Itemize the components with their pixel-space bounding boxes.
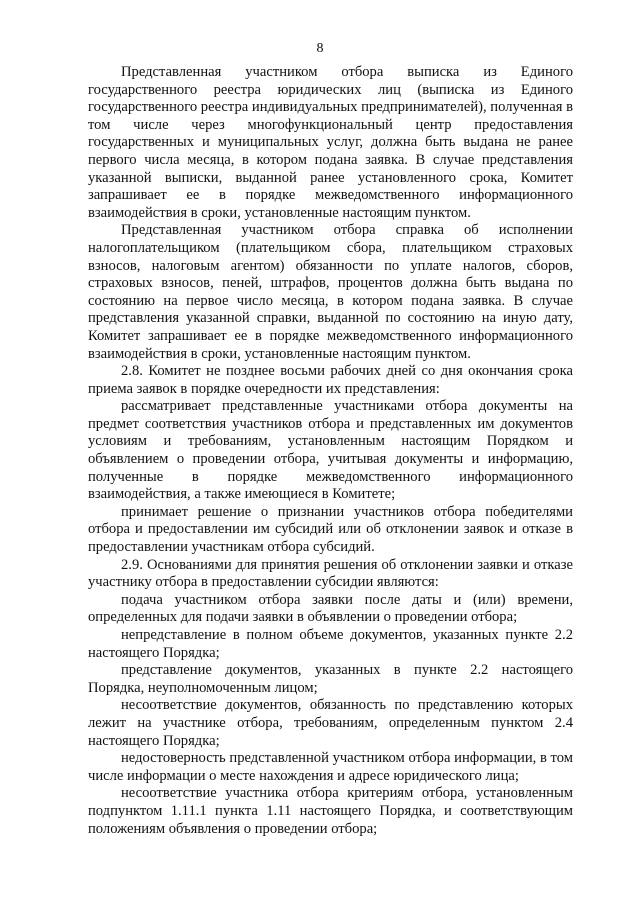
paragraph-2-9-late-submission: подача участником отбора заявки после даты и (или) времени, определенных для подачи заявки в объявлении о проведении отбора;: [88, 591, 573, 626]
paragraph-extract-requirement: Представленная участником отбора выписка из Единого государственного реестра юридических лиц (выписка из Единого государственного реестра индивидуальных предпринимателей), полученная в том числе через многофункциональный центр предоставления государственных и муниципальных услуг, должна быть выдана не ранее первого числа месяца, в котором подана заявка. В случае представления указанной выписки, выданной ранее установленного срока, Комитет запрашивает ее в порядке межведомственного информационного взаимодействия в сроки, установленные настоящим пунктом.: [88, 64, 573, 221]
paragraph-2-9: 2.9. Основаниями для принятия решения об отклонении заявки и отказе участнику отбора в предоставлении субсидии являются:: [88, 556, 573, 591]
document-body: [88, 64, 573, 838]
paragraph-2-8-review: рассматривает представленные участниками отбора документы на предмет соответствия участников отбора и представленных им документов условиям и требованиям, установленным настоящим Порядком и объявлением о проведении отбора, учитывая документы и информацию, полученные в порядке межведомственного информационного взаимодействия, а также имеющиеся в Комитете;: [88, 398, 573, 503]
paragraph-2-8: 2.8. Комитет не позднее восьми рабочих дней со дня окончания срока приема заявок в порядке очередности их представления:: [88, 363, 573, 397]
paragraph-2-8-decision: принимает решение о признании участников отбора победителями отбора и предоставлении им субсидий или об отклонении заявок и отказе в предоставлении участникам отбора субсидий.: [88, 503, 573, 556]
paragraph-2-9-nonconforming-documents: несоответствие документов, обязанность по представлению которых лежит на участнике отбора, требованиям, определенным пунктом 2.4 настоящего Порядка;: [88, 697, 573, 749]
paragraph-2-9-unauthorized-person: представление документов, указанных в пункте 2.2 настоящего Порядка, неуполномоченным лицом;: [88, 662, 573, 696]
paragraph-2-9-criteria-mismatch: несоответствие участника отбора критериям отбора, установленным подпунктом 1.11.1 пункта 1.11 настоящего Порядка, и соответствующим положениям объявления о проведении отбора;: [88, 785, 573, 837]
paragraph-tax-certificate: Представленная участником отбора справка об исполнении налогоплательщиком (плательщиком сбора, плательщиком страховых взносов, налоговым агентом) обязанности по уплате налогов, сборов, страховых взносов, пеней, штрафов, процентов должна быть выдана по состоянию на первое число месяца, в котором подана заявка. В случае представления указанной справки, выданной по состоянию на иную дату, Комитет запрашивает ее в порядке межведомственного информационного взаимодействия в сроки, установленные настоящим пунктом.: [88, 222, 573, 362]
page-number: 8: [316, 41, 324, 56]
paragraph-2-9-incomplete-documents: непредставление в полном объеме документов, указанных пункте 2.2 настоящего Порядка;: [88, 627, 573, 661]
paragraph-2-9-false-information: недостоверность представленной участником отбора информации, в том числе информации о месте нахождения и адресе юридического лица;: [88, 750, 573, 784]
